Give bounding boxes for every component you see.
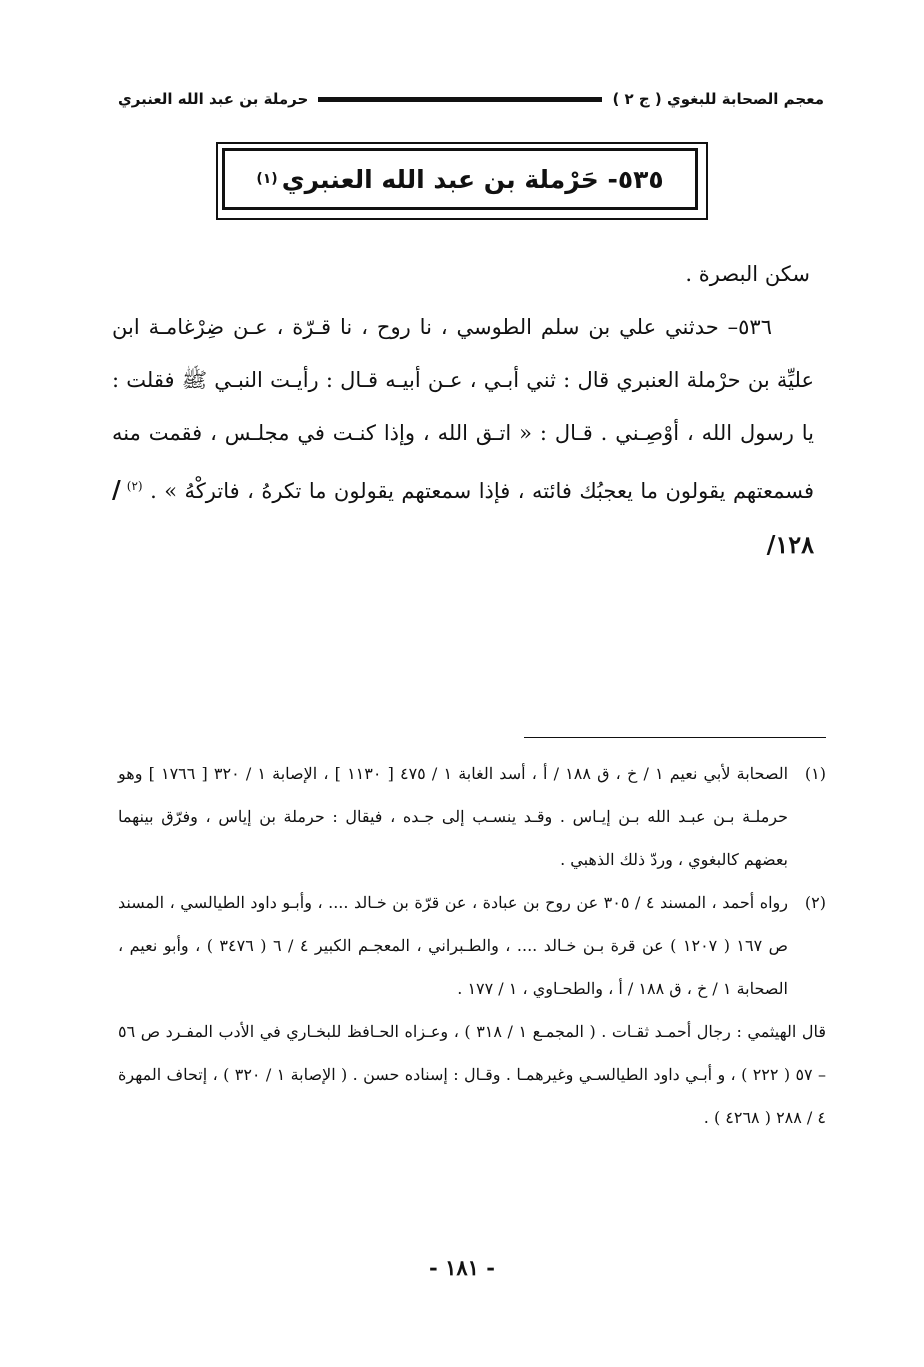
footnotes <box>118 752 826 1139</box>
footnote-text: الصحابة لأبي نعيم ١ / خ ، ق ١٨٨ / أ ، أسد الغابة ١ / ٤٧٥ [ ١١٣٠ ] ، الإصابة ١ / ٣٢٠ [ ١٧٦٦ ] وهو حرملـة بـن عبـد الله بـن إيـاس . وقـد ينسـب إلى جـده ، فيقال : حرملة بن إياس ، وفرّق بينهما بعضهم كالبغوي ، وردّ ذلك الذهبي . <box>118 764 789 869</box>
entry-title-box <box>216 142 708 220</box>
hadith-paragraph <box>112 301 814 573</box>
running-header <box>118 84 824 114</box>
residence-line: سكن البصرة . <box>685 262 810 286</box>
footnote-1 <box>118 752 826 881</box>
footnote-2-continuation: قال الهيثمي : رجال أحمـد ثقـات . ( المجمـع ١ / ٣١٨ ) ، وعـزاه الحـافظ للبخـاري في الأدب المفـرد ص ٥٦ – ٥٧ ( ٢٢٢ ) ، و أبـي داود الطيالسـي وغيرهمـا . وقـال : إسناده حسن . ( الإصابة ١ / ٣٢٠ ) ، إتحاف المهرة ٤ / ٢٨٨ ( ٤٢٦٨ ) . <box>118 1022 827 1127</box>
footnote-separator <box>524 737 826 738</box>
main-text <box>112 248 814 573</box>
hadith-text: ٥٣٦– حدثني علي بن سلم الطوسي ، نا روح ، نا قـرّة ، عـن ضِرْغامـة ابن عليِّة بن حرْملة العنبري قال : ثني أبـي ، عـن أبيـه قـال : رأيـت النبـي ﷺ فقلت : يا رسول الله ، أوْصِـني . قـال : « اتـق الله ، وإذا كنـت في مجلـس ، فقمت منه فسمعتهم يقولون ما يعجبُك فائته ، فإذا سمعتهم يقولون ما تكرهُ ، فاتركْهُ » . <box>112 315 814 503</box>
entry-title-frame <box>222 148 698 210</box>
page-number: - ١٨١ - <box>429 1255 495 1280</box>
book-title: معجم الصحابة للبغوي ( ج ٢ ) <box>612 90 824 108</box>
footnote-number: (٢) <box>804 893 826 912</box>
entry-footnote-ref: (١) <box>256 171 278 187</box>
footnote-number: (١) <box>804 764 826 783</box>
header-rule <box>318 97 602 102</box>
footnote-text: رواه أحمد ، المسند ٤ / ٣٠٥ عن روح بن عبادة ، عن قرّة بن خـالد .... ، وأبـو داود الطيالسي ، المسند ص ١٦٧ ( ١٢٠٧ ) عن قرة بـن خـالد .... ، والطـبراني ، المعجـم الكبير ٤ / ٦ ( ٣٤٧٦ ) ، وأبو نعيم ، الصحابة ١ / خ ، ق ١٨٨ / أ ، والطحـاوي ، ١ / ١٧٧ . <box>118 893 789 998</box>
footnote-2 <box>118 881 826 1010</box>
entry-name: حرملة بن عبد الله العنبري <box>118 90 309 108</box>
hadith-footnote-ref: (٢) <box>126 479 143 493</box>
manuscript-page-ref: /١٢٨/ <box>112 475 814 559</box>
entry-title: ٥٣٥- حَرْملة بن عبد الله العنبري <box>281 164 664 194</box>
